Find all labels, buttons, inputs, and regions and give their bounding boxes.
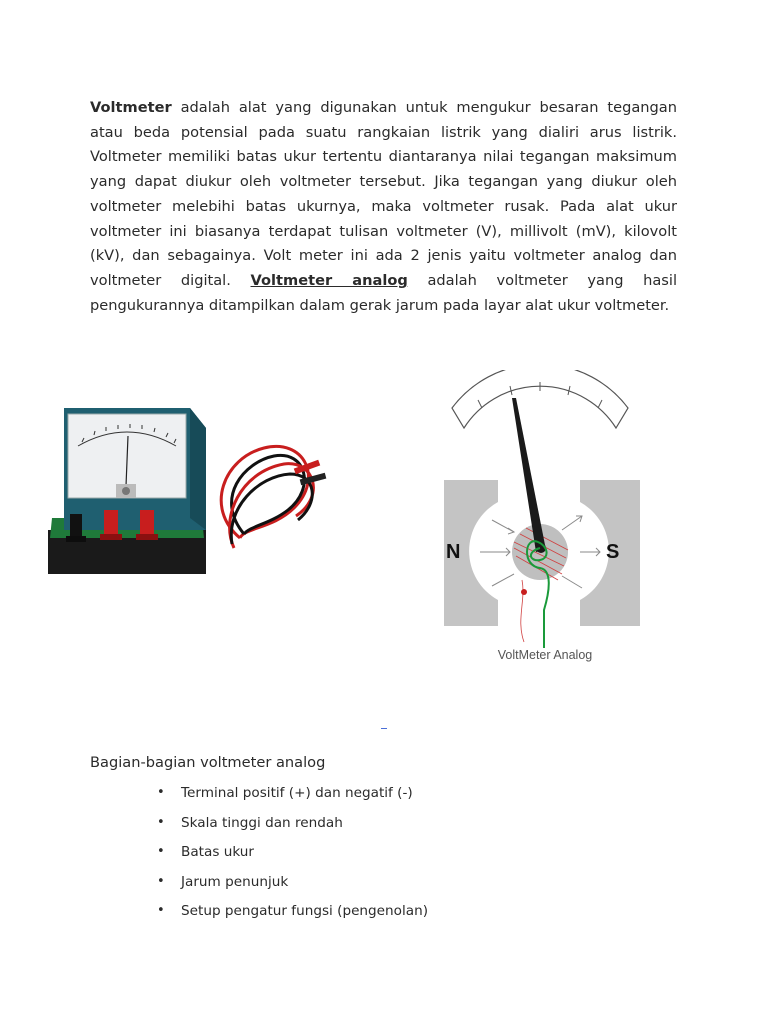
list-item [155,874,428,904]
list-item-text: Batas ukur [181,844,254,861]
list-item [155,785,428,815]
bullet: • [157,814,165,830]
voltmeter-analog-link[interactable]: Voltmeter analog [250,271,408,289]
voltmeter-photo [44,398,344,578]
diagram-caption: VoltMeter Analog [497,648,593,662]
analog-voltmeter-diagram [440,370,650,670]
list-item [155,815,428,845]
list-item-text: Setup pengatur fungsi (pengenolan) [181,903,428,920]
list-item [155,903,428,933]
list-item-text: Skala tinggi dan rendah [181,814,343,831]
list-item-text: Jarum penunjuk [181,873,289,890]
term-voltmeter: Voltmeter [90,99,172,116]
bullet: • [157,903,165,919]
image-link-marker[interactable] [381,727,387,729]
bullet: • [157,844,165,860]
parts-list [155,785,428,933]
south-pole-label: S [606,541,620,563]
intro-paragraph [90,96,677,318]
list-item [155,844,428,874]
intro-text-1: adalah alat yang digunakan untuk mengukur besaran tegangan atau beda potensial pada suatu rangkaian listrik yang dialiri arus listrik. Voltmeter memiliki batas ukur tertentu diantaranya nilai tegangan maksimum yang dapat diukur oleh voltmeter tersebut. Jika tegangan yang diukur oleh voltmeter melebihi batas ukurnya, maka voltmeter rusak. Pada alat ukur voltmeter ini biasanya terdapat tulisan voltmeter (V), millivolt (mV), kilovolt (kV), dan sebagainya. Volt meter ini ada 2 jenis yaitu voltmeter analog dan voltmeter digital. [90,99,677,289]
list-item-text: Terminal positif (+) dan negatif (-) [181,785,413,801]
bullet: • [157,785,165,800]
bullet: • [157,873,165,889]
intro-text-2: adalah voltmeter yang hasil pengukurannya ditampilkan dalam gerak jarum pada layar alat ukur voltmeter. [90,271,678,314]
north-pole-label: N [446,541,461,563]
parts-title: Bagian-bagian voltmeter analog [90,754,326,771]
